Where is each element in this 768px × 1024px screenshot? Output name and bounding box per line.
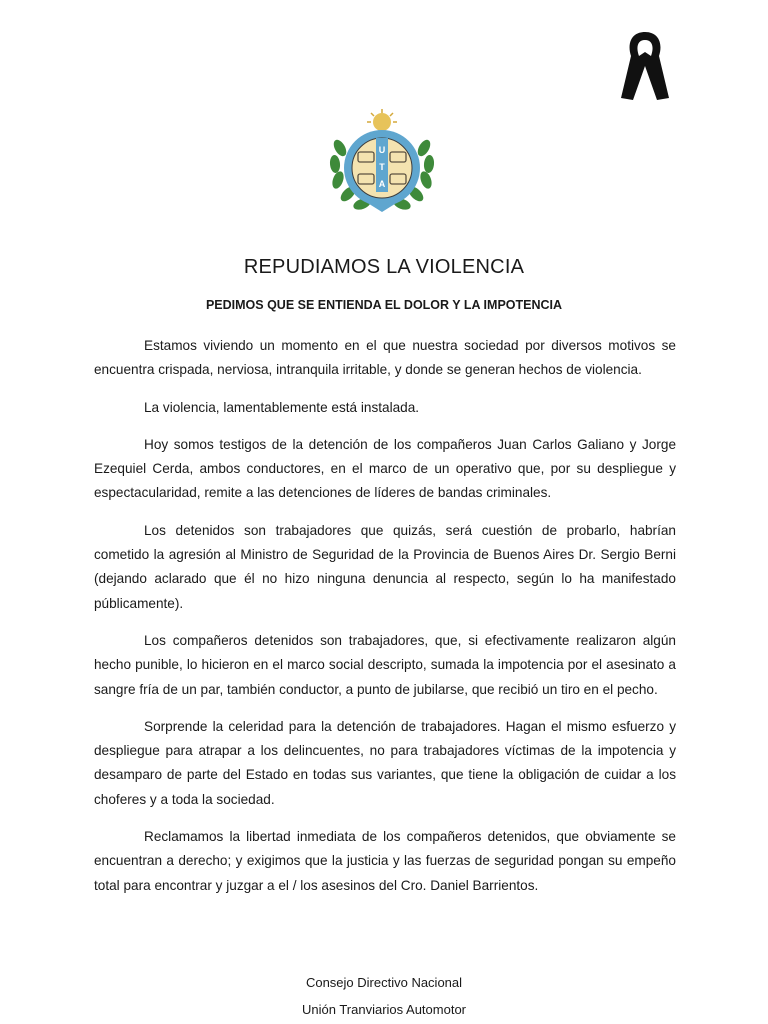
svg-text:T: T [379,162,385,172]
document-body [94,334,676,911]
paragraph: Estamos viviendo un momento en el que nuestra sociedad por diversos motivos se encuentra crispada, nerviosa, intranquila irritable, y donde se generan hechos de violencia. [94,338,676,378]
document-title: REPUDIAMOS LA VIOLENCIA [243,256,525,278]
uta-logo [326,108,438,220]
paragraph: Los compañeros detenidos son trabajadores, que, si efectivamente realizaron algún hecho punible, lo hicieron en el marco social descripto, sumada la impotencia por el asesinato a sangre fría de un par, también conductor, a punto de jubilarse, que recibió un tiro en el pecho. [94,632,676,697]
mourning-ribbon-icon [618,26,672,106]
document-subtitle: PEDIMOS QUE SE ENTIENDA EL DOLOR Y LA IMPOTENCIA [205,298,563,312]
paragraph: Sorprende la celeridad para la detención de trabajadores. Hagan el mismo esfuerzo y despliegue para atrapar a los delincuentes, no para trabajadores víctimas de la impotencia y desamparo de parte del Estado en todas sus variantes, que tiene la obligación de cuidar a los choferes y a toda la sociedad. [94,718,676,807]
paragraph: Los detenidos son trabajadores que quizás, será cuestión de probarlo, habrían cometido la agresión al Ministro de Seguridad de la Provincia de Buenos Aires Dr. Sergio Berni (dejando aclarado que él no hizo ninguna denuncia al respecto, según lo ha manifestado públicamente). [94,522,676,611]
paragraph: La violencia, lamentablemente está instalada. [144,399,420,415]
paragraph: Reclamamos la libertad inmediata de los compañeros detenidos, que obviamente se encuentran a derecho; y exigimos que la justicia y las fuerzas de seguridad pongan su empeño total para encontrar y juzgar a el / los asesinos del Cro. Daniel Barrientos. [94,829,676,893]
svg-text:A: A [378,179,386,189]
sun-icon [367,109,397,131]
svg-text:U: U [378,145,386,155]
signature-council: Consejo Directivo Nacional [305,975,463,990]
paragraph: Hoy somos testigos de la detención de los compañeros Juan Carlos Galiano y Jorge Ezequiel Cerda, ambos conductores, en el marco de un operativo que, por su despliegue y espectacularidad, remite a las detenciones de líderes de bandas criminales. [94,436,676,501]
signature-union: Unión Tranviarios Automotor [301,1002,467,1017]
